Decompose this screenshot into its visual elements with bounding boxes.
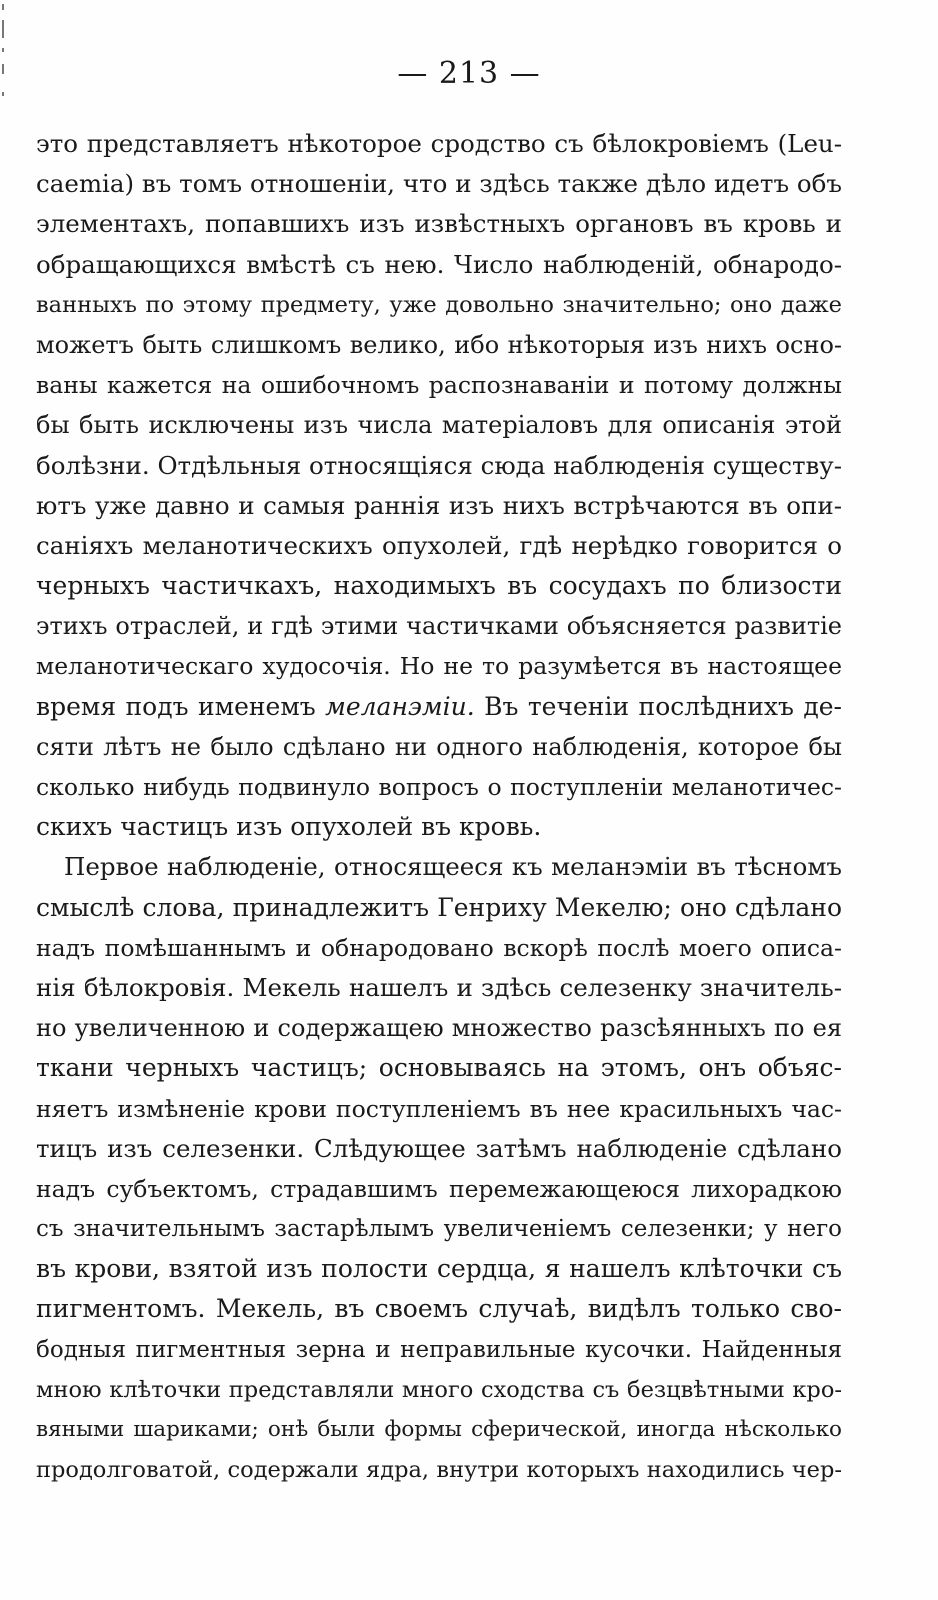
text-line: надъ помѣшаннымъ и обнародовано вскорѣ послѣ моего описа- bbox=[36, 933, 842, 962]
text-line: продолговатой, содержали ядра, внутри которыхъ находились чер- bbox=[36, 1457, 842, 1484]
text-line: сколько нибудь подвинуло вопросъ о поступленіи меланотичес- bbox=[36, 773, 842, 801]
text-line: элементахъ, попавшихъ изъ извѣстныхъ органовъ въ кровь и bbox=[36, 209, 842, 239]
text-line: время подъ именемъ меланэміи. Въ теченіи послѣднихъ де- bbox=[36, 691, 842, 721]
text-line: бы быть исключены изъ числа матеріаловъ для описанія этой bbox=[36, 411, 842, 440]
text-line: меланотическаго худосочія. Но не то разумѣется въ настоящее bbox=[36, 652, 842, 681]
text-line: въ крови, взятой изъ полости сердца, я нашелъ клѣточки съ bbox=[36, 1254, 842, 1284]
emphasized-term: меланэміи. bbox=[325, 691, 475, 721]
text-line: обращающихся вмѣстѣ съ нею. Число наблюденій, обнародо- bbox=[36, 249, 842, 279]
text-line: нія бѣлокровія. Мекель нашелъ и здѣсь селезенку значитель- bbox=[36, 972, 842, 1002]
text-line: ютъ уже давно и самыя раннія изъ нихъ встрѣчаются въ опи- bbox=[36, 490, 842, 520]
text-line: это представляетъ нѣкоторое сродство съ бѣлокровіемъ (Leu- bbox=[36, 129, 842, 158]
text-line: пигментомъ. Мекель, въ своемъ случаѣ, видѣлъ только сво- bbox=[36, 1294, 842, 1324]
text-line: тицъ изъ селезенки. Слѣдующее затѣмъ наблюденіе сдѣлано bbox=[36, 1133, 842, 1163]
text-line: смыслѣ слова, принадлежитъ Генриху Мекелю; оно сдѣлано bbox=[36, 892, 842, 922]
text-line: надъ субъектомъ, страдавшимъ перемежающеюся лихорадкою bbox=[36, 1174, 842, 1203]
text-line: Первое наблюденіе, относящееся къ меланэміи въ тѣсномъ bbox=[64, 852, 842, 882]
text-line: скихъ частицъ изъ опухолей въ кровь. bbox=[36, 812, 542, 842]
text-line: caemia) въ томъ отношеніи, что и здѣсь также дѣло идетъ объ bbox=[36, 169, 842, 199]
text-line: мною клѣточки представляли много сходства съ безцвѣтными кро- bbox=[36, 1376, 842, 1403]
text-line: саніяхъ меланотическихъ опухолей, гдѣ нерѣдко говорится о bbox=[36, 530, 842, 560]
text-line: ткани черныхъ частицъ; основываясь на этомъ, онъ объяс- bbox=[36, 1053, 842, 1083]
paragraph bbox=[36, 124, 842, 847]
text-line: черныхъ частичкахъ, находимыхъ въ сосудахъ по близости bbox=[36, 571, 842, 601]
text-line: вяными шариками; онѣ были формы сферической, иногда нѣсколько bbox=[36, 1417, 842, 1442]
text-line: сяти лѣтъ не было сдѣлано ни одного наблюденія, которое бы bbox=[36, 732, 842, 761]
text-line: съ значительнымъ застарѣлымъ увеличеніемъ селезенки; у него bbox=[36, 1216, 842, 1243]
text-line: болѣзни. Отдѣльныя относящіяся сюда наблюденія существу- bbox=[36, 450, 842, 480]
text-line: но увеличенною и содержащею множество разсѣянныхъ по ея bbox=[36, 1014, 842, 1043]
page-number: — 213 — bbox=[397, 56, 541, 91]
text-line: можетъ быть слишкомъ велико, ибо нѣкоторыя изъ нихъ осно- bbox=[36, 330, 842, 359]
paragraph bbox=[36, 847, 842, 1490]
text-line: ванныхъ по этому предмету, уже довольно значительно; оно даже bbox=[36, 291, 842, 318]
text-line: бодныя пигментныя зерна и неправильные кусочки. Найденныя bbox=[36, 1336, 842, 1363]
page-body bbox=[36, 124, 842, 1490]
text-line: ваны кажется на ошибочномъ распознаваніи и потому должны bbox=[36, 371, 842, 400]
text-line: няетъ измѣненіе крови поступленіемъ въ нее красильныхъ час- bbox=[36, 1094, 842, 1123]
text-line: этихъ отраслей, и гдѣ этими частичками объясняется развитіе bbox=[36, 612, 842, 641]
